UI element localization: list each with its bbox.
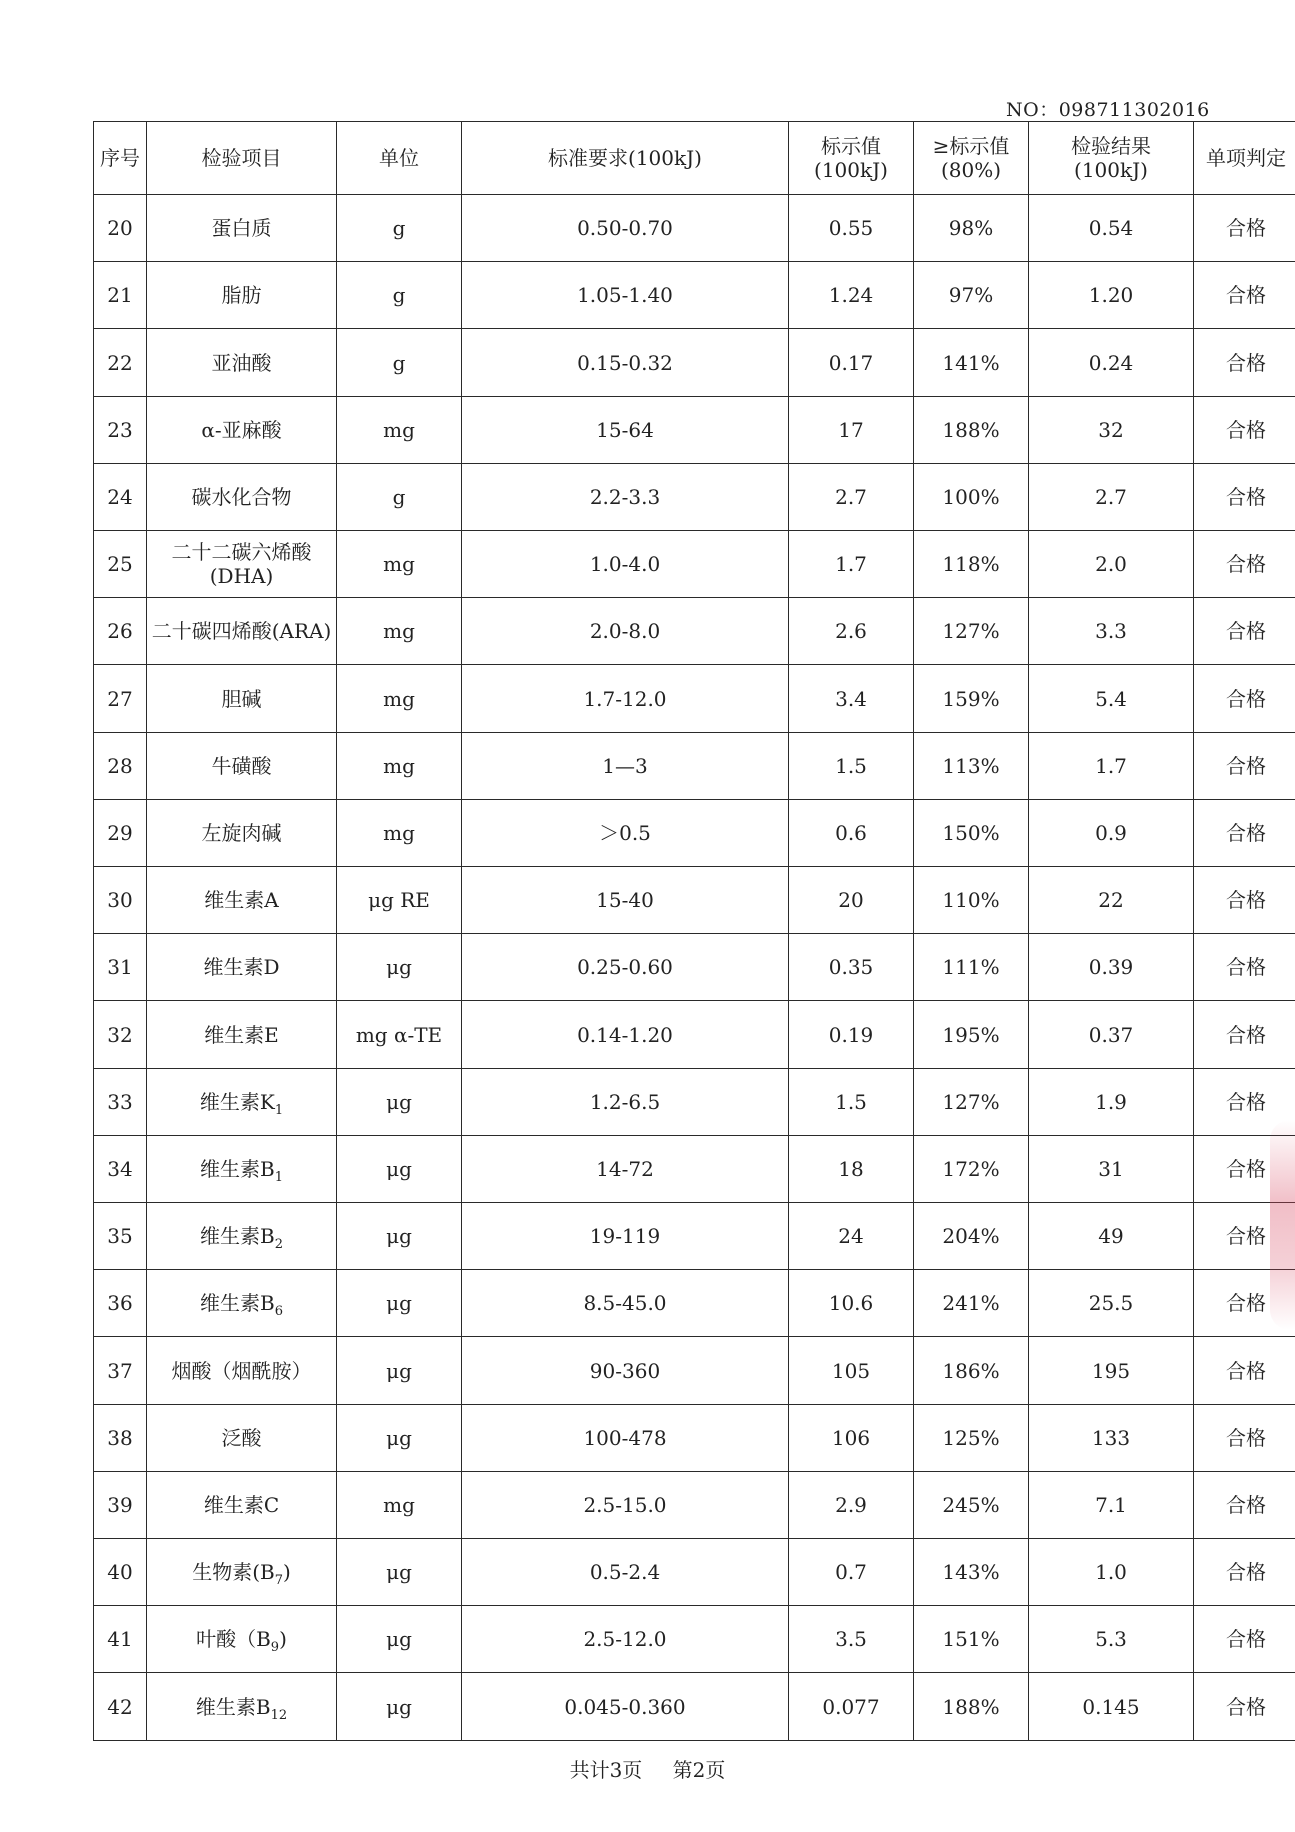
cell-item [147,1203,337,1270]
cell-standard: 8.5-45.0 [462,1270,789,1337]
cell-unit: mg [337,396,462,463]
cell-ge-label: 188% [914,396,1029,463]
cell-standard: 19-119 [462,1203,789,1270]
cell-unit: μg RE [337,867,462,934]
header-standard: 标准要求(100kJ) [462,122,789,195]
cell-standard: ＞0.5 [462,799,789,866]
cell-unit: mg α-TE [337,1001,462,1068]
cell-item [147,934,337,1001]
table-row [94,1404,1295,1471]
cell-item [147,1068,337,1135]
item-subscript: 9 [270,1640,280,1656]
header-result-line1: 检验结果 [1071,134,1151,158]
cell-verdict: 合格 [1194,1337,1295,1404]
header-seq: 序号 [94,122,147,195]
cell-ge-label: 188% [914,1673,1029,1741]
item-name: 维生素K [199,1089,275,1114]
cell-item [147,1673,337,1741]
cell-label-value: 3.4 [789,665,914,732]
cell-unit: μg [337,1270,462,1337]
cell-label-value: 1.5 [789,732,914,799]
cell-item [147,329,337,396]
item-name: 脂肪 [221,283,262,308]
cell-result: 7.1 [1029,1471,1194,1538]
cell-item [147,1471,337,1538]
cell-seq: 27 [94,665,147,732]
header-ge-label-line1: ≥标示值 [932,134,1010,158]
cell-seq: 21 [94,262,147,329]
table-row [94,1471,1295,1538]
footer-current-page: 第2页 [672,1758,726,1782]
cell-result: 49 [1029,1203,1194,1270]
table-row [94,1068,1295,1135]
header-item: 检验项目 [147,122,337,195]
cell-verdict: 合格 [1194,531,1295,598]
cell-result: 1.9 [1029,1068,1194,1135]
cell-label-value: 0.077 [789,1673,914,1741]
cell-seq: 33 [94,1068,147,1135]
cell-verdict: 合格 [1194,1270,1295,1337]
cell-label-value: 20 [789,867,914,934]
cell-standard: 15-40 [462,867,789,934]
item-name: 胆碱 [221,686,262,711]
cell-label-value: 17 [789,396,914,463]
cell-standard: 0.50-0.70 [462,195,789,262]
cell-item [147,262,337,329]
cell-ge-label: 127% [914,598,1029,665]
cell-verdict: 合格 [1194,1068,1295,1135]
cell-ge-label: 245% [914,1471,1029,1538]
cell-result: 0.24 [1029,329,1194,396]
cell-seq: 30 [94,867,147,934]
item-subscript: 2 [274,1237,283,1253]
cell-label-value: 0.19 [789,1001,914,1068]
cell-standard: 2.0-8.0 [462,598,789,665]
cell-unit: μg [337,1068,462,1135]
cell-standard: 90-360 [462,1337,789,1404]
cell-ge-label: 204% [914,1203,1029,1270]
item-tail: ) [279,1627,287,1652]
cell-result: 0.145 [1029,1673,1194,1741]
footer-total-pages: 共计3页 [569,1758,643,1782]
cell-seq: 41 [94,1606,147,1673]
cell-item [147,799,337,866]
table-row [94,463,1295,530]
cell-result: 133 [1029,1404,1194,1471]
cell-verdict: 合格 [1194,463,1295,530]
cell-ge-label: 111% [914,934,1029,1001]
cell-seq: 22 [94,329,147,396]
table-row [94,1001,1295,1068]
table-row [94,1337,1295,1404]
cell-result: 5.3 [1029,1606,1194,1673]
table-row [94,1135,1295,1202]
cell-item [147,531,337,598]
cell-unit: mg [337,799,462,866]
cell-label-value: 106 [789,1404,914,1471]
cell-item [147,1135,337,1202]
item-name: 二十二碳六烯酸 (DHA) [171,540,312,589]
cell-seq: 29 [94,799,147,866]
document-number: NO：098711302016 [1006,99,1210,121]
cell-label-value: 0.17 [789,329,914,396]
cell-result: 22 [1029,867,1194,934]
table-row [94,329,1295,396]
cell-standard: 100-478 [462,1404,789,1471]
cell-standard: 15-64 [462,396,789,463]
cell-seq: 26 [94,598,147,665]
cell-seq: 39 [94,1471,147,1538]
cell-verdict: 合格 [1194,732,1295,799]
cell-label-value: 18 [789,1135,914,1202]
cell-unit: mg [337,732,462,799]
cell-verdict: 合格 [1194,1471,1295,1538]
table-row [94,732,1295,799]
item-name: 牛磺酸 [211,753,272,778]
cell-verdict: 合格 [1194,867,1295,934]
table-row [94,1203,1295,1270]
table-row [94,867,1295,934]
table-row [94,598,1295,665]
header-result [1029,122,1194,195]
cell-result: 2.0 [1029,531,1194,598]
cell-verdict: 合格 [1194,1673,1295,1741]
cell-verdict: 合格 [1194,1203,1295,1270]
cell-standard: 0.15-0.32 [462,329,789,396]
cell-label-value: 0.6 [789,799,914,866]
cell-verdict: 合格 [1194,665,1295,732]
cell-label-value: 2.7 [789,463,914,530]
cell-item [147,1539,337,1606]
cell-verdict: 合格 [1194,396,1295,463]
cell-unit: μg [337,1539,462,1606]
cell-ge-label: 186% [914,1337,1029,1404]
cell-unit: μg [337,1606,462,1673]
item-subscript: 6 [274,1304,283,1320]
cell-unit: mg [337,598,462,665]
item-name: 碳水化合物 [191,484,292,509]
cell-result: 1.20 [1029,262,1194,329]
table-row [94,934,1295,1001]
cell-label-value: 0.35 [789,934,914,1001]
item-name: 蛋白质 [211,216,272,241]
item-tail: ) [282,1560,291,1585]
cell-label-value: 24 [789,1203,914,1270]
cell-seq: 24 [94,463,147,530]
cell-result: 195 [1029,1337,1194,1404]
cell-result: 25.5 [1029,1270,1194,1337]
cell-unit: μg [337,934,462,1001]
item-name: 亚油酸 [211,350,272,375]
cell-ge-label: 127% [914,1068,1029,1135]
cell-ge-label: 141% [914,329,1029,396]
cell-unit: g [337,262,462,329]
item-subscript: 1 [274,1102,284,1118]
cell-standard: 1.2-6.5 [462,1068,789,1135]
table-row [94,396,1295,463]
cell-item [147,396,337,463]
item-subscript: 1 [274,1169,283,1185]
cell-seq: 38 [94,1404,147,1471]
cell-item [147,665,337,732]
cell-seq: 25 [94,531,147,598]
cell-verdict: 合格 [1194,1001,1295,1068]
header-result-line2: (100kJ) [1074,158,1148,182]
cell-unit: mg [337,665,462,732]
cell-standard: 1.05-1.40 [462,262,789,329]
red-stamp-fragment [1270,1120,1295,1330]
cell-result: 0.37 [1029,1001,1194,1068]
cell-standard: 1.0-4.0 [462,531,789,598]
table-row [94,1606,1295,1673]
cell-unit: μg [337,1673,462,1741]
cell-item [147,732,337,799]
table-row [94,1270,1295,1337]
item-name: 维生素C [203,1492,280,1517]
item-name: 泛酸 [221,1425,262,1450]
cell-unit: mg [337,531,462,598]
cell-item [147,195,337,262]
header-ge-label [914,122,1029,195]
cell-standard: 0.5-2.4 [462,1539,789,1606]
item-name: 维生素B [200,1224,275,1249]
cell-ge-label: 143% [914,1539,1029,1606]
cell-unit: μg [337,1203,462,1270]
item-name: 二十碳四烯酸(ARA) [151,619,332,644]
cell-result: 1.7 [1029,732,1194,799]
cell-seq: 32 [94,1001,147,1068]
cell-label-value: 105 [789,1337,914,1404]
cell-label-value: 1.5 [789,1068,914,1135]
item-subscript: 12 [270,1707,288,1723]
cell-label-value: 1.24 [789,262,914,329]
item-name: 维生素A [204,888,279,913]
cell-ge-label: 110% [914,867,1029,934]
item-name: 叶酸（B [196,1627,271,1652]
cell-seq: 36 [94,1270,147,1337]
table-row [94,799,1295,866]
table-row [94,665,1295,732]
cell-result: 32 [1029,396,1194,463]
cell-ge-label: 195% [914,1001,1029,1068]
cell-result: 0.54 [1029,195,1194,262]
header-verdict: 单项判定 [1194,122,1295,195]
item-name: 生物素(B [192,1560,275,1585]
cell-result: 5.4 [1029,665,1194,732]
cell-standard: 1.7-12.0 [462,665,789,732]
cell-item [147,598,337,665]
cell-verdict: 合格 [1194,1404,1295,1471]
cell-result: 2.7 [1029,463,1194,530]
cell-item [147,1404,337,1471]
item-name: α-亚麻酸 [201,417,282,442]
cell-label-value: 10.6 [789,1270,914,1337]
cell-seq: 23 [94,396,147,463]
table-row [94,531,1295,598]
cell-item [147,1270,337,1337]
cell-ge-label: 151% [914,1606,1029,1673]
cell-item [147,1606,337,1673]
cell-ge-label: 159% [914,665,1029,732]
item-name: 左旋肉碱 [201,820,282,845]
cell-ge-label: 97% [914,262,1029,329]
cell-label-value: 0.55 [789,195,914,262]
cell-unit: mg [337,1471,462,1538]
item-name: 维生素D [203,955,280,980]
cell-unit: μg [337,1404,462,1471]
cell-verdict: 合格 [1194,262,1295,329]
cell-result: 31 [1029,1135,1194,1202]
header-ge-label-line2: (80%) [940,158,1002,182]
cell-ge-label: 98% [914,195,1029,262]
table-row [94,195,1295,262]
cell-standard: 0.14-1.20 [462,1001,789,1068]
cell-result: 3.3 [1029,598,1194,665]
cell-standard: 0.045-0.360 [462,1673,789,1741]
cell-standard: 2.5-15.0 [462,1471,789,1538]
cell-seq: 34 [94,1135,147,1202]
header-unit: 单位 [337,122,462,195]
item-subscript: 7 [274,1573,283,1589]
cell-label-value: 3.5 [789,1606,914,1673]
cell-seq: 42 [94,1673,147,1741]
cell-label-value: 1.7 [789,531,914,598]
cell-unit: g [337,195,462,262]
cell-item [147,463,337,530]
cell-result: 0.39 [1029,934,1194,1001]
cell-standard: 0.25-0.60 [462,934,789,1001]
item-name: 维生素B [200,1291,275,1316]
table-row [94,262,1295,329]
table-header-row [94,122,1295,195]
cell-label-value: 2.9 [789,1471,914,1538]
cell-unit: g [337,329,462,396]
cell-unit: g [337,463,462,530]
cell-standard: 1—3 [462,732,789,799]
page-footer [0,1754,1295,1783]
cell-seq: 35 [94,1203,147,1270]
cell-verdict: 合格 [1194,1606,1295,1673]
cell-seq: 37 [94,1337,147,1404]
table-row [94,1539,1295,1606]
cell-result: 0.9 [1029,799,1194,866]
cell-standard: 2.5-12.0 [462,1606,789,1673]
cell-verdict: 合格 [1194,1539,1295,1606]
cell-verdict: 合格 [1194,934,1295,1001]
item-name: 烟酸（烟酰胺） [171,1358,312,1383]
table-row [94,1673,1295,1741]
cell-ge-label: 125% [914,1404,1029,1471]
cell-verdict: 合格 [1194,329,1295,396]
cell-unit: μg [337,1337,462,1404]
cell-seq: 28 [94,732,147,799]
cell-seq: 31 [94,934,147,1001]
header-label-value-line2: (100kJ) [814,158,888,182]
cell-ge-label: 100% [914,463,1029,530]
cell-unit: μg [337,1135,462,1202]
cell-verdict: 合格 [1194,799,1295,866]
cell-ge-label: 118% [914,531,1029,598]
cell-ge-label: 113% [914,732,1029,799]
cell-label-value: 2.6 [789,598,914,665]
cell-seq: 20 [94,195,147,262]
cell-standard: 14-72 [462,1135,789,1202]
cell-item [147,1337,337,1404]
cell-ge-label: 172% [914,1135,1029,1202]
cell-verdict: 合格 [1194,195,1295,262]
cell-seq: 40 [94,1539,147,1606]
table-body [94,195,1295,1741]
cell-label-value: 0.7 [789,1539,914,1606]
cell-standard: 2.2-3.3 [462,463,789,530]
inspection-table [93,121,1295,1741]
item-name: 维生素B [195,1694,271,1719]
cell-ge-label: 241% [914,1270,1029,1337]
cell-verdict: 合格 [1194,1135,1295,1202]
item-name: 维生素E [204,1022,279,1047]
cell-item [147,867,337,934]
cell-verdict: 合格 [1194,598,1295,665]
cell-ge-label: 150% [914,799,1029,866]
cell-item [147,1001,337,1068]
item-name: 维生素B [200,1156,275,1181]
cell-result: 1.0 [1029,1539,1194,1606]
header-label-value [789,122,914,195]
header-label-value-line1: 标示值 [821,134,881,158]
